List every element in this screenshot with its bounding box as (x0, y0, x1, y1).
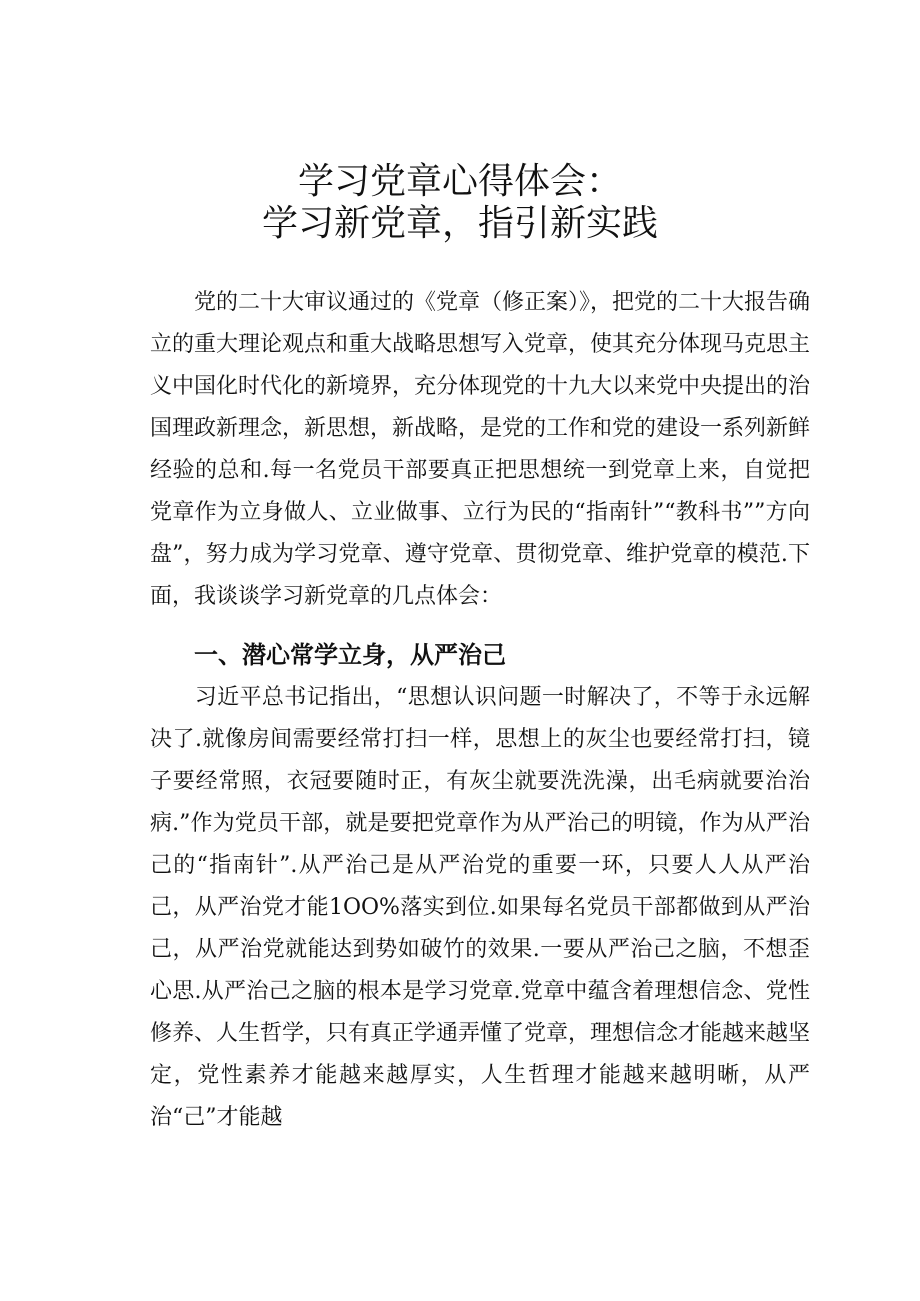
section-1-paragraph: 习近平总书记指出，“思想认识问题一时解决了，不等于永远解决了.就像房间需要经常打扫一样，思想上的灰尘也要经常打扫，镜子要经常照，衣冠要随时正，有灰尘就要洗洗澡，出毛病就要治治病.”作为党员干部，就是要把党章作为从严治己的明镜，作为从严治己的“指南针”.从严治己是从严治党的重要一环，只要人人从严治己，从严治党才能1OO%落实到位.如果每名党员干部都做到从严治己，从严治党就能达到势如破竹的效果.一要从严治己之脑，不想歪心思.从严治己之脑的根本是学习党章.党章中蕴含着理想信念、党性修养、人生哲学，只有真正学通弄懂了党章，理想信念才能越来越坚定，党性素养才能越来越厚实，人生哲理才能越来越明晰，从严治“己”才能越 (150, 685, 811, 1130)
section-heading-1: 一、潜心常学立身，从严治己 (194, 641, 506, 669)
document-title-line-2: 学习新党章，指引新实践 (261, 203, 658, 244)
document-title-line-1: 学习党章心得体会： (297, 161, 622, 202)
intro-paragraph: 党的二十大审议通过的《党章（修正案）》，把党的二十大报告确立的重大理论观点和重大战略思想写入党章，使其充分体现马克思主义中国化时代化的新境界，充分体现党的十九大以来党中央提出的治国理政新理念，新思想，新战略，是党的工作和党的建设一系列新鲜经验的总和.每一名党员干部要真正把思想统一到党章上来，自觉把党章作为立身做人、立业做事、立行为民的“指南针”“教科书””方向盘”，努力成为学习党章、遵守党章、贯彻党章、维护党章的模范.下面，我谈谈学习新党章的几点体会： (150, 290, 811, 609)
